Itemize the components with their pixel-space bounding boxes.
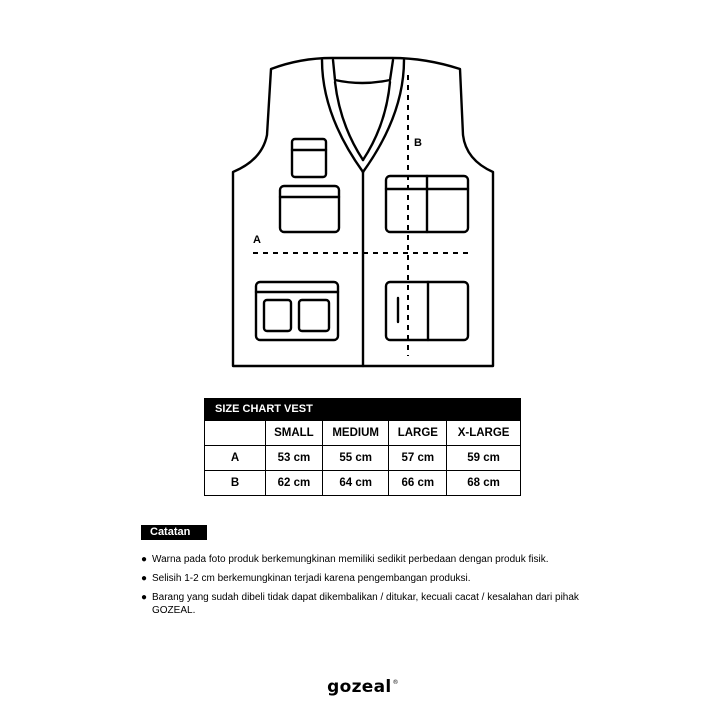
bullet-icon: ● [141,592,148,603]
note-text: Warna pada foto produk berkemungkinan memiliki sedikit perbedaan dengan produk fisik. [152,554,549,565]
registered-mark: ® [392,679,399,686]
label-b: B [414,137,422,149]
note-text: Barang yang sudah dibeli tidak dapat dikembalikan / ditukar, kecuali cacat / kesalahan dari pihak GOZEAL. [152,592,579,616]
brand-logo [0,677,726,697]
table-row [205,471,521,496]
bullet-icon: ● [141,573,148,584]
list-item [141,553,601,566]
header-cell-empty [205,421,266,446]
header-cell-xlarge: X-LARGE [447,421,521,446]
row-label-b: B [205,471,266,496]
label-a: A [253,234,261,246]
header-cell-large: LARGE [389,421,447,446]
header-cell-small: SMALL [266,421,323,446]
list-item [141,591,601,617]
header-cell-medium: MEDIUM [322,421,389,446]
row-label-a: A [205,446,266,471]
cell-b-small: 62 cm [266,471,323,496]
left-chest-small-pocket [292,139,326,177]
notes-list [141,553,601,623]
cell-b-xlarge: 68 cm [447,471,521,496]
note-text: Selisih 1-2 cm berkemungkinan terjadi karena pengembangan produksi. [152,573,471,584]
cell-a-small: 53 cm [266,446,323,471]
brand-name: gozeal [327,677,392,697]
cell-a-large: 57 cm [389,446,447,471]
cell-b-large: 66 cm [389,471,447,496]
size-chart-header-row [205,421,521,446]
cell-b-medium: 64 cm [322,471,389,496]
size-chart-table [204,420,521,496]
left-chest-pocket [280,186,339,232]
cell-a-medium: 55 cm [322,446,389,471]
bullet-icon: ● [141,554,148,565]
cell-a-xlarge: 59 cm [447,446,521,471]
vest-collar [333,60,393,83]
list-item [141,572,601,585]
notes-title: Catatan [141,525,207,540]
table-row [205,446,521,471]
size-chart-title: SIZE CHART VEST [204,398,521,420]
